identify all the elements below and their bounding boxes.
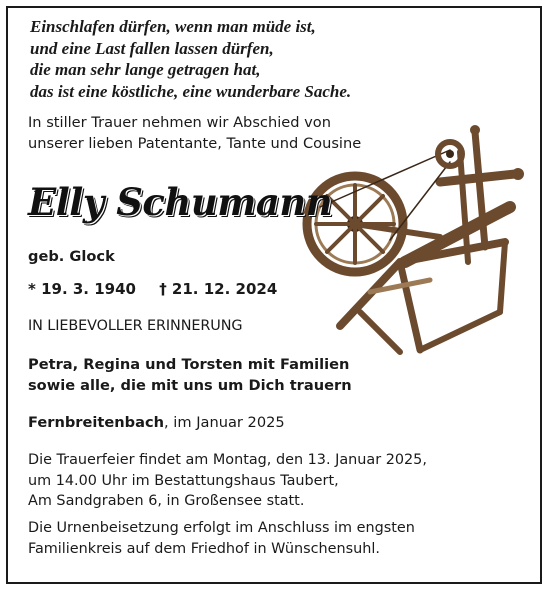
birth-name: geb. Glock bbox=[28, 248, 115, 265]
poem-line: die man sehr lange getragen hat, bbox=[30, 60, 261, 79]
intro-line: In stiller Trauer nehmen wir Abschied von bbox=[28, 114, 331, 131]
spinning-wheel-illustration bbox=[300, 112, 530, 364]
poem-line: das ist eine köstliche, eine wunderbare Sache. bbox=[30, 81, 352, 101]
poem bbox=[30, 16, 430, 102]
poem-line: und eine Last fallen lassen dürfen, bbox=[30, 38, 274, 58]
life-dates bbox=[28, 280, 277, 298]
mourners-line: sowie alle, die mit uns um Dich trauern bbox=[28, 377, 352, 394]
funeral-line: um 14.00 Uhr im Bestattungshaus Taubert, bbox=[28, 472, 339, 489]
urn-line: Familienkreis auf dem Friedhof in Wünschensuhl. bbox=[28, 540, 380, 557]
date-text: , im Januar 2025 bbox=[164, 414, 285, 431]
death-date: † 21. 12. 2024 bbox=[159, 280, 278, 298]
memory-line: IN LIEBEVOLLER ERINNERUNG bbox=[28, 318, 243, 334]
urn-line: Die Urnenbeisetzung erfolgt im Anschluss im engsten bbox=[28, 520, 415, 536]
mourners bbox=[28, 354, 352, 396]
mourners-line: Petra, Regina und Torsten mit Familien bbox=[28, 356, 350, 373]
funeral-line: Am Sandgraben 6, in Großensee statt. bbox=[28, 493, 305, 509]
funeral-line: Die Trauerfeier findet am Montag, den 13. Januar 2025, bbox=[28, 452, 427, 468]
place-name: Fernbreitenbach bbox=[28, 414, 165, 431]
deceased-name: Elly Schumann bbox=[28, 180, 333, 224]
birth-date: * 19. 3. 1940 bbox=[28, 280, 136, 298]
place-date bbox=[28, 414, 285, 431]
intro-line: unserer lieben Patentante, Tante und Cousine bbox=[28, 135, 362, 152]
urn-burial-info bbox=[28, 518, 415, 559]
poem-line: Einschlafen dürfen, wenn man müde ist, bbox=[30, 17, 316, 36]
funeral-info bbox=[28, 450, 427, 512]
